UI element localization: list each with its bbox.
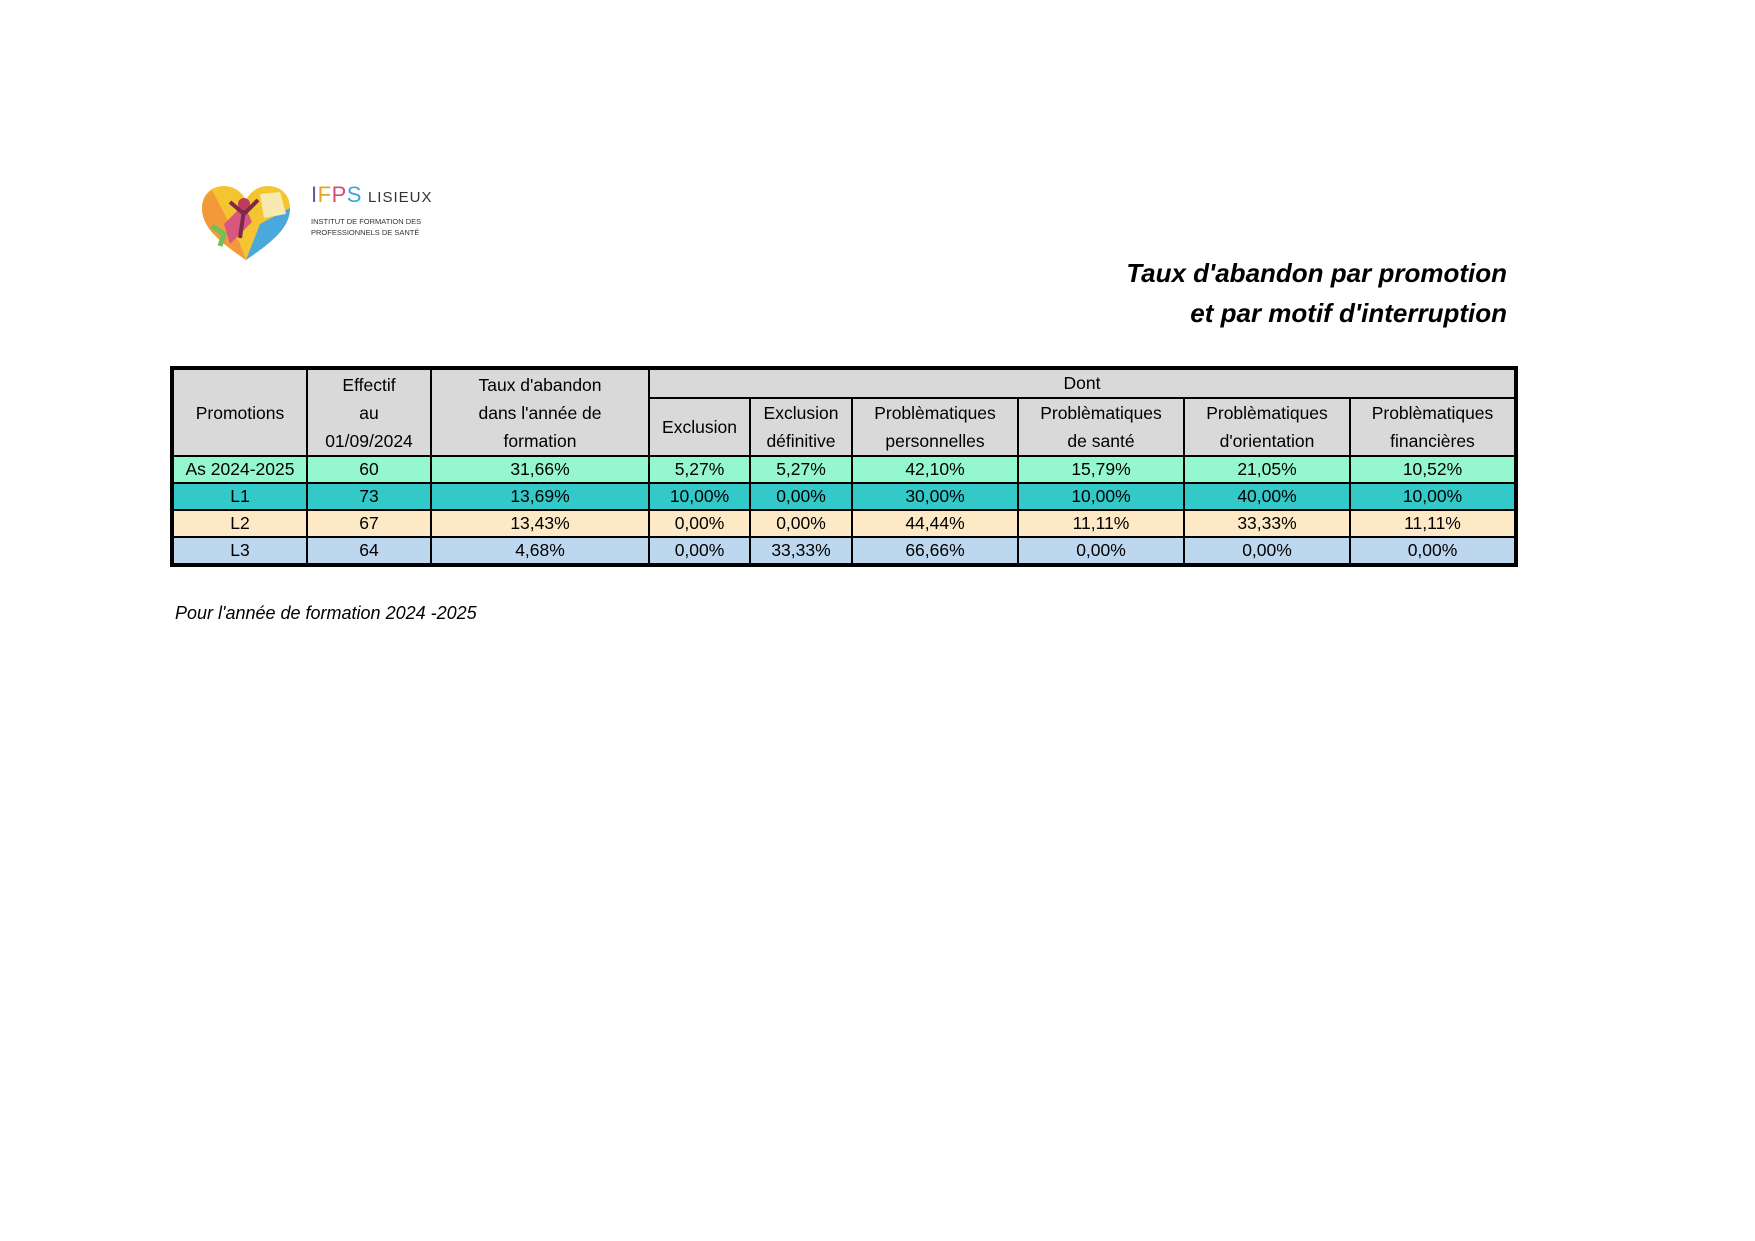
logo-subtitle: INSTITUT DE FORMATION DES PROFESSIONNELS DE SANTÉ <box>311 217 422 237</box>
document-title <box>1126 253 1507 333</box>
cell-orientation: 40,00% <box>1184 483 1350 510</box>
cell-exclusion: 0,00% <box>649 537 750 565</box>
header-taux-abandon: Taux d'abandon dans l'année de formation <box>431 368 649 456</box>
cell-taux: 4,68% <box>431 537 649 565</box>
cell-taux: 13,43% <box>431 510 649 537</box>
cell-personnelles: 44,44% <box>852 510 1018 537</box>
cell-promotion: L2 <box>172 510 307 537</box>
table-row-l2 <box>172 510 1516 537</box>
header-problematiques-orientation: Problèmatiques d'orientation <box>1184 398 1350 456</box>
cell-orientation: 21,05% <box>1184 456 1350 483</box>
cell-promotion: L1 <box>172 483 307 510</box>
logo-brand <box>311 182 432 208</box>
cell-exclusion-definitive: 33,33% <box>750 537 852 565</box>
header-promotions: Promotions <box>172 368 307 456</box>
cell-personnelles: 42,10% <box>852 456 1018 483</box>
cell-exclusion-definitive: 0,00% <box>750 483 852 510</box>
cell-sante: 15,79% <box>1018 456 1184 483</box>
logo-brand-ifps: IFPS <box>311 182 362 207</box>
title-line-2: et par motif d'interruption <box>1190 298 1507 328</box>
cell-effectif: 73 <box>307 483 431 510</box>
header-problematiques-financieres: Problèmatiques financières <box>1350 398 1516 456</box>
cell-exclusion-definitive: 5,27% <box>750 456 852 483</box>
header-problematiques-sante: Problèmatiques de santé <box>1018 398 1184 456</box>
cell-taux: 31,66% <box>431 456 649 483</box>
cell-exclusion: 10,00% <box>649 483 750 510</box>
cell-exclusion-definitive: 0,00% <box>750 510 852 537</box>
header-problematiques-personnelles: Problèmatiques personnelles <box>852 398 1018 456</box>
table-row-l1 <box>172 483 1516 510</box>
cell-effectif: 67 <box>307 510 431 537</box>
table-row-as-2024-2025 <box>172 456 1516 483</box>
cell-sante: 0,00% <box>1018 537 1184 565</box>
cell-orientation: 0,00% <box>1184 537 1350 565</box>
table-row-l3 <box>172 537 1516 565</box>
cell-promotion: As 2024-2025 <box>172 456 307 483</box>
cell-sante: 10,00% <box>1018 483 1184 510</box>
title-line-1: Taux d'abandon par promotion <box>1126 258 1507 288</box>
dropout-rate-table <box>170 366 1518 567</box>
header-exclusion: Exclusion <box>649 398 750 456</box>
cell-effectif: 64 <box>307 537 431 565</box>
header-exclusion-definitive: Exclusion définitive <box>750 398 852 456</box>
cell-taux: 13,69% <box>431 483 649 510</box>
ifps-logo <box>200 182 460 262</box>
header-dont: Dont <box>649 368 1516 398</box>
header-effectif: Effectif au 01/09/2024 <box>307 368 431 456</box>
cell-exclusion: 5,27% <box>649 456 750 483</box>
cell-financieres: 10,00% <box>1350 483 1516 510</box>
cell-effectif: 60 <box>307 456 431 483</box>
cell-financieres: 0,00% <box>1350 537 1516 565</box>
heart-logo-icon <box>200 184 292 264</box>
cell-financieres: 11,11% <box>1350 510 1516 537</box>
cell-personnelles: 66,66% <box>852 537 1018 565</box>
logo-brand-city: LISIEUX <box>367 189 433 206</box>
cell-personnelles: 30,00% <box>852 483 1018 510</box>
cell-orientation: 33,33% <box>1184 510 1350 537</box>
cell-exclusion: 0,00% <box>649 510 750 537</box>
footnote: Pour l'année de formation 2024 -2025 <box>175 603 477 623</box>
cell-financieres: 10,52% <box>1350 456 1516 483</box>
cell-promotion: L3 <box>172 537 307 565</box>
cell-sante: 11,11% <box>1018 510 1184 537</box>
